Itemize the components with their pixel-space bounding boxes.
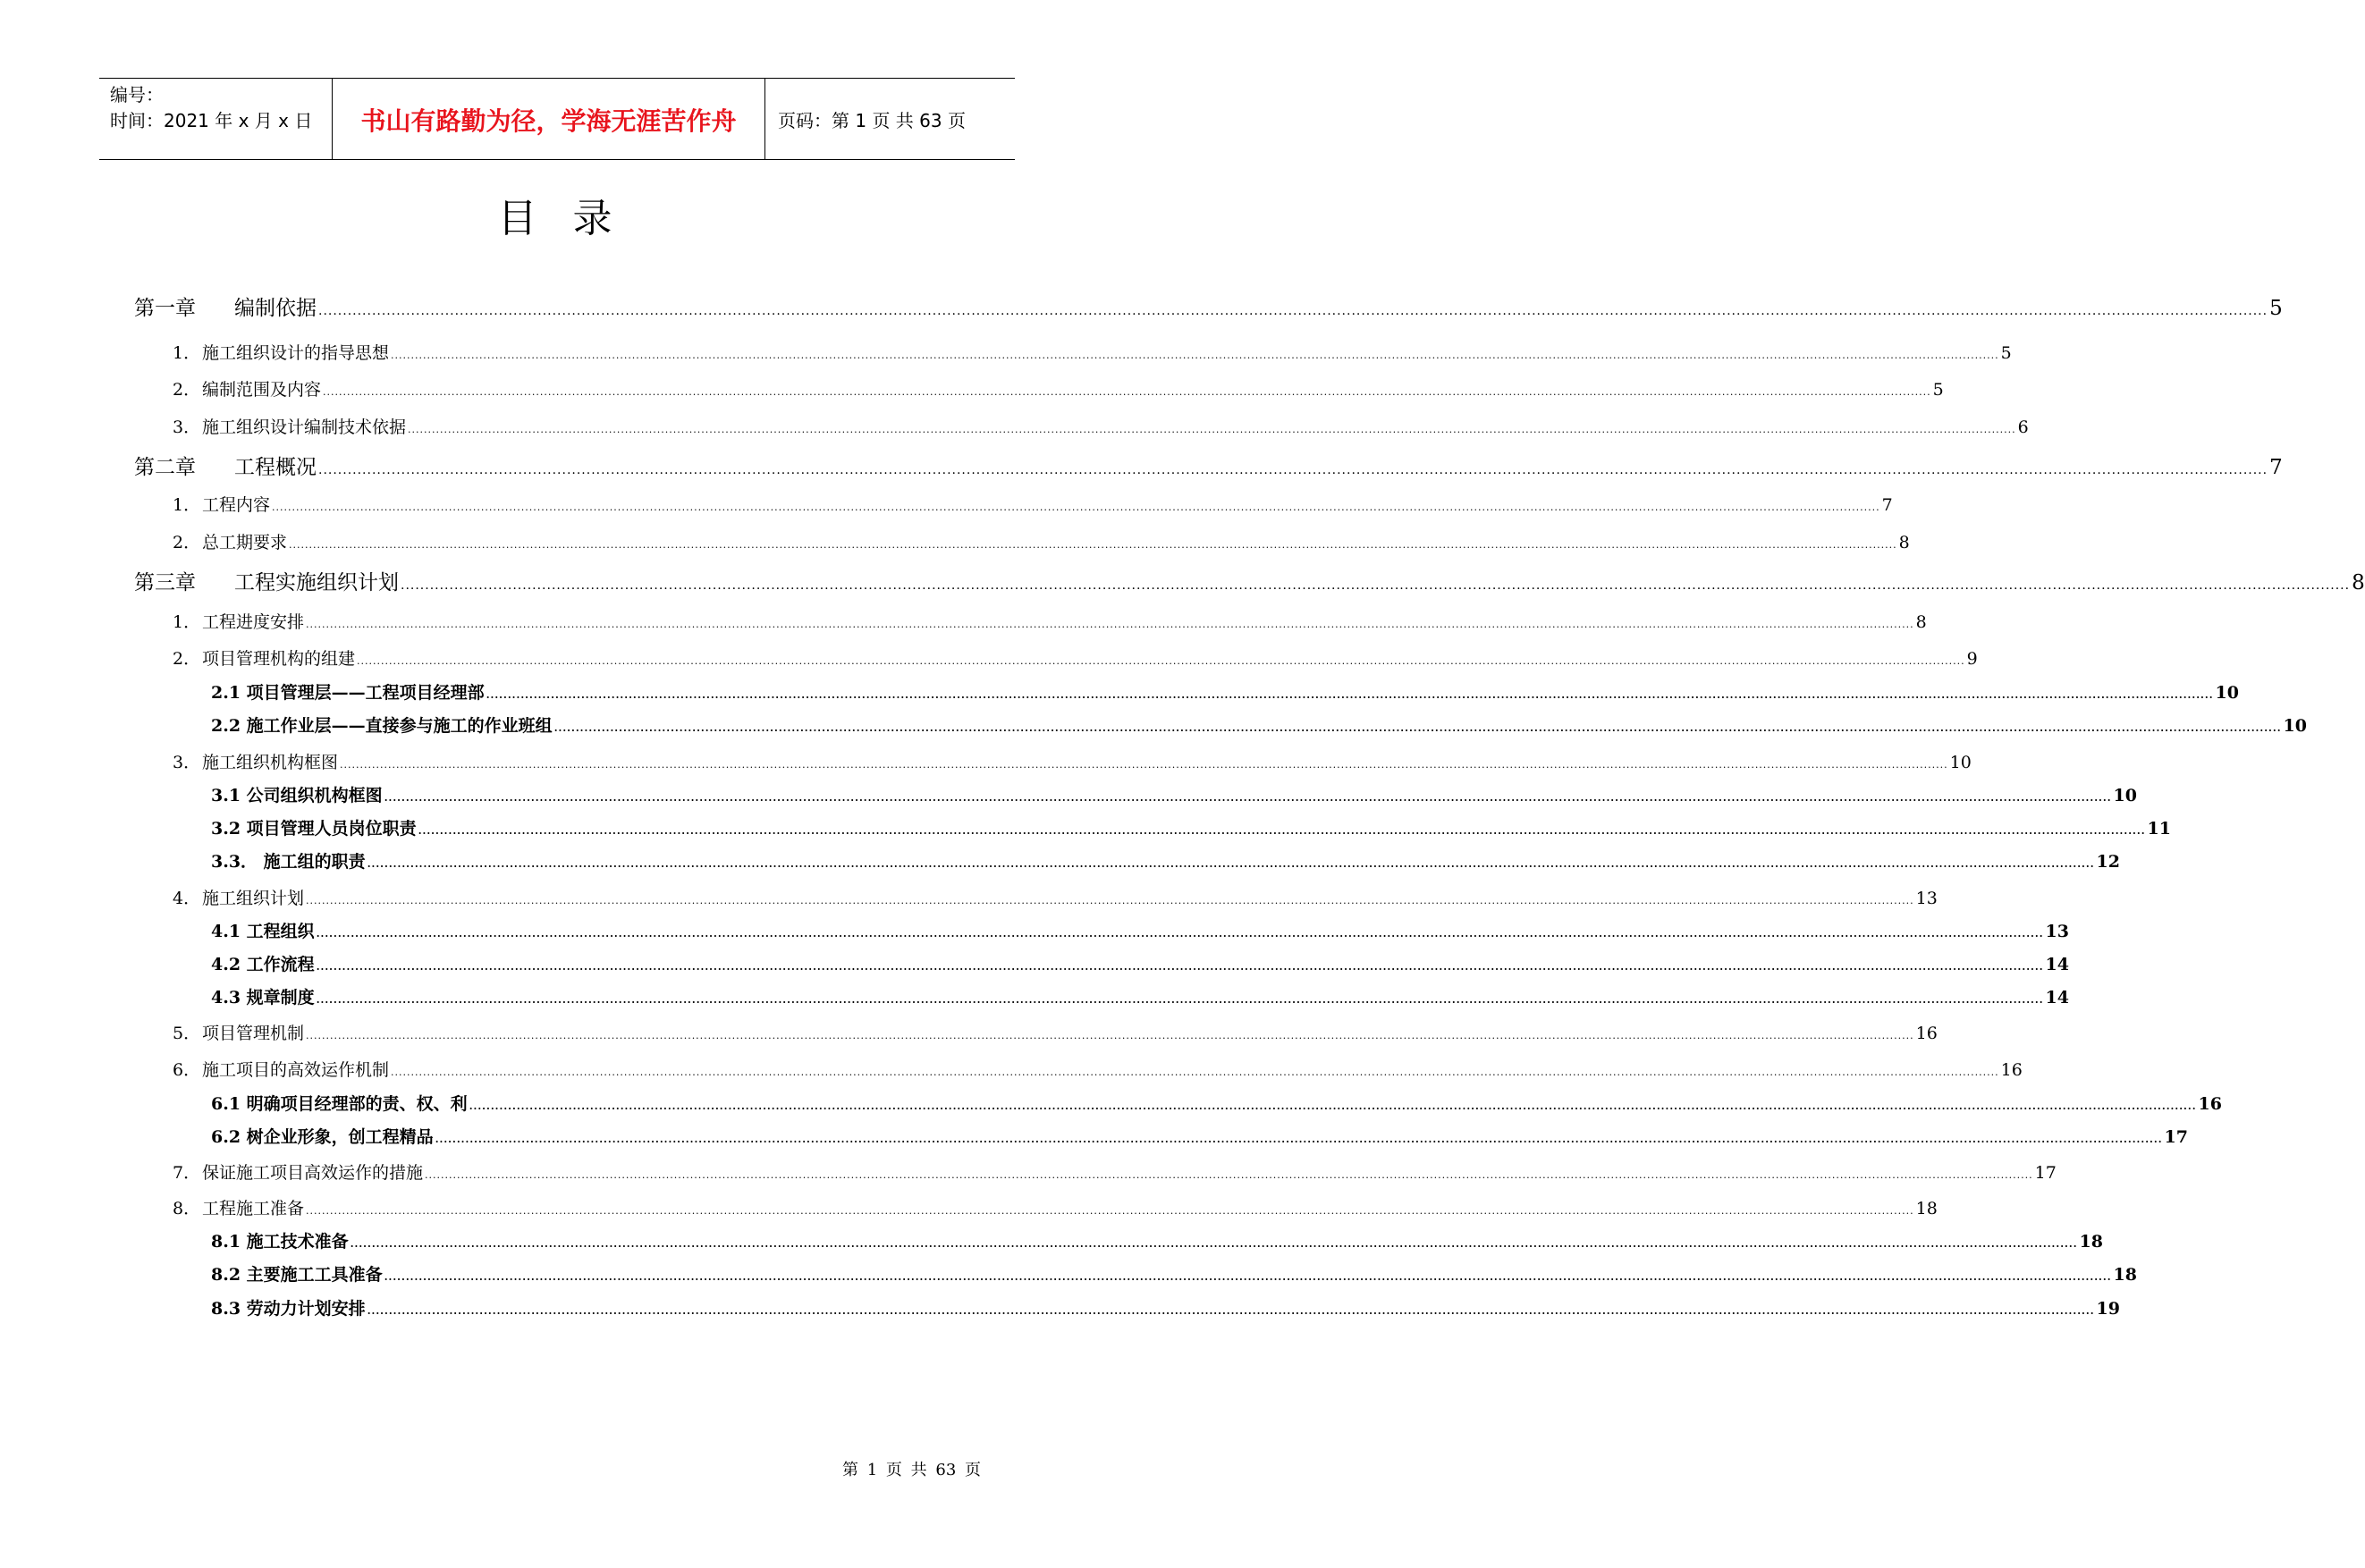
toc-entry-number: 6.1 xyxy=(211,1094,241,1114)
toc-leader-dots: ................................................................................................................................................................................................................................................................................................................................................................................................................ xyxy=(316,994,2044,1006)
toc-entry-number: 3． xyxy=(173,417,201,437)
toc-entry-number: 8.1 xyxy=(211,1232,241,1252)
toc-page-number: 10 xyxy=(2215,683,2239,703)
header-meta xyxy=(99,79,333,159)
toc-entry-number: 3.1 xyxy=(211,786,241,805)
toc-entry-title xyxy=(211,1261,383,1286)
toc-entry-number: 1． xyxy=(173,343,201,363)
toc-entry[interactable] xyxy=(211,1228,2103,1252)
toc-entry-text: 施工组织设计的指导思想 xyxy=(202,343,390,363)
toc-leader-dots: ................................................................................................................................................................................................................................................................................................................................................................................................................ xyxy=(425,1169,2033,1181)
toc-page-number: 9 xyxy=(1966,649,1978,669)
toc-entry-title xyxy=(211,712,553,737)
toc-entry-title xyxy=(211,848,366,873)
toc-entry-text: 工程实施组织计划 xyxy=(234,571,399,594)
toc-leader-dots: ................................................................................................................................................................................................................................................................................................................................................................................................................ xyxy=(384,792,2112,804)
toc-entry-text: 公司组织机构框图 xyxy=(241,786,383,805)
toc-entry-text: 项目管理机构的组建 xyxy=(202,649,356,669)
toc-leader-dots: ................................................................................................................................................................................................................................................................................................................................................................................................................ xyxy=(350,1238,2078,1250)
toc-leader-dots: ................................................................................................................................................................................................................................................................................................................................................................................................................ xyxy=(306,1030,1914,1041)
toc-leader-dots: ................................................................................................................................................................................................................................................................................................................................................................................................................ xyxy=(367,858,2095,870)
toc-entry-text: 编制范围及内容 xyxy=(202,380,322,400)
toc-entry[interactable] xyxy=(134,451,2283,480)
toc-entry[interactable] xyxy=(211,679,2239,704)
toc-entry-text: 工程进度安排 xyxy=(202,612,305,632)
toc-entry[interactable] xyxy=(173,492,1893,516)
toc-entry-number: 2.2 xyxy=(211,716,241,736)
toc-entry[interactable] xyxy=(173,1195,1938,1219)
toc-leader-dots: ................................................................................................................................................................................................................................................................................................................................................................................................................ xyxy=(418,825,2146,837)
toc-entry-number: 2.1 xyxy=(211,683,241,703)
toc-entry[interactable] xyxy=(173,645,1978,670)
toc-entry-text: 工程组织 xyxy=(241,922,315,941)
toc-entry-text: 工程施工准备 xyxy=(202,1199,305,1218)
toc-leader-dots: ................................................................................................................................................................................................................................................................................................................................................................................................................ xyxy=(272,502,1880,513)
toc-entry-text: 施工作业层——直接参与施工的作业班组 xyxy=(241,716,553,736)
toc-entry[interactable] xyxy=(211,1295,2120,1319)
toc-leader-dots: ................................................................................................................................................................................................................................................................................................................................................................................................................ xyxy=(306,895,1914,906)
toc-entry-title xyxy=(173,885,304,909)
toc-page-number: 18 xyxy=(2079,1232,2103,1252)
toc-page-number: 14 xyxy=(2045,988,2069,1007)
toc-page-number: 13 xyxy=(1915,889,1938,908)
toc-page-number: 6 xyxy=(2017,417,2029,437)
toc-page-number: 18 xyxy=(2113,1265,2137,1285)
toc-page-number: 12 xyxy=(2096,852,2120,872)
toc-entry-text: 施工技术准备 xyxy=(241,1232,349,1252)
toc-entry[interactable] xyxy=(173,885,1938,909)
page-header xyxy=(99,78,1015,160)
toc-entry-title xyxy=(134,291,317,321)
toc-page-number: 10 xyxy=(2113,786,2137,805)
toc-entry-text: 明确项目经理部的责、权、利 xyxy=(241,1094,468,1114)
toc-page-number: 18 xyxy=(1915,1199,1938,1218)
toc-entry-text: 规章制度 xyxy=(241,988,315,1007)
toc-entry-text: 施工组织设计编制技术依据 xyxy=(202,417,407,437)
toc-leader-dots: ................................................................................................................................................................................................................................................................................................................................................................................................................ xyxy=(316,928,2044,940)
toc-leader-dots: ................................................................................................................................................................................................................................................................................................................................................................................................................ xyxy=(401,578,2351,593)
toc-page-number: 5 xyxy=(2000,343,2012,363)
toc-entry[interactable] xyxy=(173,1057,2023,1081)
toc-page-number: 8 xyxy=(1915,612,1927,632)
toc-entry-title xyxy=(173,1020,304,1044)
toc-entry-title xyxy=(211,1091,468,1115)
page-footer: 第 1 页 共 63 页 xyxy=(842,1461,981,1479)
toc-leader-dots: ................................................................................................................................................................................................................................................................................................................................................................................................................ xyxy=(316,961,2044,973)
toc-entry[interactable] xyxy=(211,984,2069,1008)
toc-leader-dots: ................................................................................................................................................................................................................................................................................................................................................................................................................ xyxy=(306,619,1914,630)
toc-entry-title xyxy=(211,679,485,704)
toc-entry-title xyxy=(211,815,417,839)
toc-entry-title xyxy=(211,1124,434,1148)
toc-entry[interactable] xyxy=(211,815,2171,839)
toc-leader-dots: ................................................................................................................................................................................................................................................................................................................................................................................................................ xyxy=(289,539,1897,551)
toc-entry-title xyxy=(173,1057,389,1081)
toc-entry-number: 6． xyxy=(173,1060,201,1080)
toc-entry-number: 3． xyxy=(173,753,201,772)
toc-page-number: 5 xyxy=(2269,297,2283,320)
toc-entry-number: 第二章 xyxy=(134,456,196,479)
toc-entry-number: 8． xyxy=(173,1199,201,1218)
toc-page-number: 5 xyxy=(1932,380,1944,400)
toc-entry[interactable] xyxy=(211,951,2069,975)
toc-leader-dots: ................................................................................................................................................................................................................................................................................................................................................................................................................ xyxy=(357,655,1965,667)
toc-entry-title xyxy=(134,451,317,480)
toc-entry-text: 施工项目的高效运作机制 xyxy=(202,1060,390,1080)
toc-entry-number: 6.2 xyxy=(211,1127,241,1147)
toc-entry-title xyxy=(173,749,338,773)
toc-page-number: 14 xyxy=(2045,955,2069,974)
toc-entry-title xyxy=(211,782,383,806)
toc-entry-number: 第三章 xyxy=(134,571,196,594)
toc-page-number: 17 xyxy=(2034,1163,2057,1183)
toc-entry-text: 工程概况 xyxy=(234,456,317,479)
toc-leader-dots: ................................................................................................................................................................................................................................................................................................................................................................................................................ xyxy=(340,759,1948,771)
header-page-info: 页码：第 1 页 共 63 页 xyxy=(778,109,966,131)
toc-entry[interactable] xyxy=(173,609,1927,633)
toc-entry-title xyxy=(211,918,315,942)
toc-entry[interactable] xyxy=(173,529,1910,553)
toc-entry-number: 1． xyxy=(173,495,201,515)
toc-page-number: 13 xyxy=(2045,922,2069,941)
toc-entry-title xyxy=(211,1228,349,1252)
toc-leader-dots: ................................................................................................................................................................................................................................................................................................................................................................................................................ xyxy=(553,722,2282,734)
toc-entry[interactable] xyxy=(211,712,2307,737)
page-title: 目录 xyxy=(497,196,648,241)
toc-entry[interactable] xyxy=(211,1261,2137,1286)
toc-page-number: 7 xyxy=(2269,456,2283,479)
toc-entry-text: 主要施工工具准备 xyxy=(241,1265,383,1285)
toc-page-number: 8 xyxy=(2352,571,2365,594)
toc-entry-title xyxy=(211,984,315,1008)
toc-entry-text: 项目管理层——工程项目经理部 xyxy=(241,683,485,703)
toc-entry[interactable] xyxy=(134,291,2283,321)
toc-entry-number: 4.3 xyxy=(211,988,241,1007)
toc-leader-dots: ................................................................................................................................................................................................................................................................................................................................................................................................................ xyxy=(391,350,1999,361)
toc-leader-dots: ................................................................................................................................................................................................................................................................................................................................................................................................................ xyxy=(323,386,1931,398)
toc-entry-title xyxy=(211,951,315,975)
toc-entry[interactable] xyxy=(211,918,2069,942)
toc-leader-dots: ................................................................................................................................................................................................................................................................................................................................................................................................................ xyxy=(306,1205,1914,1217)
toc-entry-text: 总工期要求 xyxy=(202,533,288,552)
toc-entry[interactable] xyxy=(173,340,2012,364)
toc-entry-title xyxy=(173,340,389,364)
toc-entry[interactable] xyxy=(173,414,2029,438)
toc-entry-title xyxy=(173,1195,304,1219)
toc-entry-title xyxy=(211,1295,366,1319)
toc-entry-title xyxy=(173,492,270,516)
toc-entry-number: 3.2 xyxy=(211,819,241,839)
toc-entry[interactable] xyxy=(134,566,2365,595)
toc-entry-text: 树企业形象，创工程精品 xyxy=(241,1127,434,1147)
header-motto: 书山有路勤为径，学海无涯苦作舟 xyxy=(333,79,765,159)
toc-entry-number: 4． xyxy=(173,889,201,908)
toc-entry[interactable] xyxy=(211,1091,2222,1115)
toc-entry-number: 8.2 xyxy=(211,1265,241,1285)
document-number-label: 编号： xyxy=(110,84,164,105)
toc-leader-dots: ................................................................................................................................................................................................................................................................................................................................................................................................................ xyxy=(318,463,2268,477)
toc-entry-number: 2． xyxy=(173,380,201,400)
toc-entry-text: 施工组织机构框图 xyxy=(202,753,339,772)
toc-page-number: 11 xyxy=(2147,819,2171,839)
toc-entry[interactable] xyxy=(211,1124,2188,1148)
toc-entry-number: 2． xyxy=(173,533,201,552)
toc-leader-dots: ................................................................................................................................................................................................................................................................................................................................................................................................................ xyxy=(367,1305,2095,1317)
toc-leader-dots: ................................................................................................................................................................................................................................................................................................................................................................................................................ xyxy=(318,304,2268,318)
toc-leader-dots: ................................................................................................................................................................................................................................................................................................................................................................................................................ xyxy=(384,1271,2112,1283)
toc-page-number: 10 xyxy=(2283,716,2307,736)
toc-entry-title xyxy=(173,529,287,553)
toc-entry[interactable] xyxy=(173,749,1972,773)
toc-page-number: 16 xyxy=(1915,1024,1938,1043)
toc-entry-title xyxy=(173,414,406,438)
toc-entry[interactable] xyxy=(173,1159,2057,1184)
toc-entry-title xyxy=(173,376,321,400)
toc-entry-text: 劳动力计划安排 xyxy=(241,1299,366,1319)
toc-entry-text: 施工组织计划 xyxy=(202,889,305,908)
toc-page-number: 19 xyxy=(2096,1299,2120,1319)
toc-entry-number: 第一章 xyxy=(134,297,196,320)
toc-entry-text: 工程内容 xyxy=(202,495,271,515)
toc-entry[interactable] xyxy=(211,782,2137,806)
toc-page-number: 16 xyxy=(2000,1060,2023,1080)
document-time: 时间：2021 年 x 月 x 日 xyxy=(110,110,313,131)
toc-entry[interactable] xyxy=(173,1020,1938,1044)
toc-entry-text: 编制依据 xyxy=(234,297,317,320)
toc-page-number: 7 xyxy=(1881,495,1893,515)
toc-leader-dots: ................................................................................................................................................................................................................................................................................................................................................................................................................ xyxy=(469,1100,2197,1112)
toc-entry-title xyxy=(173,1159,423,1184)
toc-entry-text: 项目管理人员岗位职责 xyxy=(241,819,417,839)
toc-entry-number: 3.3． xyxy=(211,852,258,872)
toc-entry-title xyxy=(173,645,355,670)
toc-entry-number: 8.3 xyxy=(211,1299,241,1319)
toc-entry-number: 4.2 xyxy=(211,955,241,974)
toc-entry-title xyxy=(173,609,304,633)
toc-leader-dots: ................................................................................................................................................................................................................................................................................................................................................................................................................ xyxy=(486,689,2214,701)
toc-entry-number: 2． xyxy=(173,649,201,669)
toc-entry[interactable] xyxy=(211,848,2120,873)
toc-entry-text: 工作流程 xyxy=(241,955,315,974)
toc-page-number: 8 xyxy=(1898,533,1910,552)
toc-page-number: 10 xyxy=(1949,753,1972,772)
toc-leader-dots: ................................................................................................................................................................................................................................................................................................................................................................................................................ xyxy=(435,1134,2163,1145)
toc-page-number: 17 xyxy=(2164,1127,2188,1147)
toc-entry-text: 项目管理机制 xyxy=(202,1024,305,1043)
toc-entry-number: 4.1 xyxy=(211,922,241,941)
toc-entry[interactable] xyxy=(173,376,1944,400)
toc-entry-number: 5． xyxy=(173,1024,201,1043)
toc-entry-number: 7． xyxy=(173,1163,201,1183)
toc-entry-title xyxy=(134,566,399,595)
toc-entry-text: 施工组的职责 xyxy=(258,852,366,872)
toc-leader-dots: ................................................................................................................................................................................................................................................................................................................................................................................................................ xyxy=(391,1066,1999,1078)
toc-leader-dots: ................................................................................................................................................................................................................................................................................................................................................................................................................ xyxy=(408,424,2016,435)
toc-entry-number: 1． xyxy=(173,612,201,632)
toc-page-number: 16 xyxy=(2198,1094,2222,1114)
toc-entry-text: 保证施工项目高效运作的措施 xyxy=(202,1163,424,1183)
